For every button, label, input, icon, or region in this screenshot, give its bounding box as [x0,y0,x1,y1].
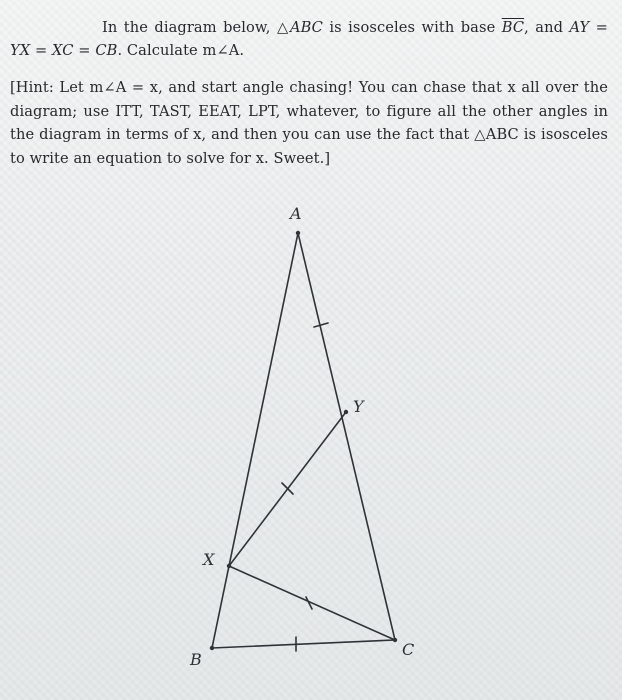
side-ac [298,233,395,640]
problem-mid: is isosceles with base [329,19,496,36]
hint-paragraph: [Hint: Let m∠A = x, and start angle chasing! You can chase that x all over the diagram; use ITT, TAST, EEAT, LPT, whatever, to figure all the other angles in the diagram in terms of x, and then you can use the fact that △ABC is isosceles to write an equation to solve for x. Sweet.] [10,79,608,167]
label-c: C [402,640,415,659]
side-ab [212,233,298,648]
equalities: AY = YX = XC = CB [10,19,608,59]
problem-question: . Calculate m∠A. [117,42,245,59]
problem-line1-end: , and [524,19,564,36]
triangle-name: △ABC [276,19,323,36]
base-segment: $\overline{BC}$ [501,19,525,36]
vertex-c-dot [393,638,397,642]
label-b: B [190,650,202,669]
label-a: A [290,204,302,223]
segment-xc [229,566,395,640]
point-y-dot [344,410,348,414]
label-x: X [203,550,215,569]
point-x-dot [227,564,231,568]
vertex-b-dot [210,646,214,650]
label-y: Y [353,397,364,416]
problem-lead: In the diagram below, [102,19,271,36]
vertex-a-dot [296,231,300,235]
side-bc [212,640,395,648]
